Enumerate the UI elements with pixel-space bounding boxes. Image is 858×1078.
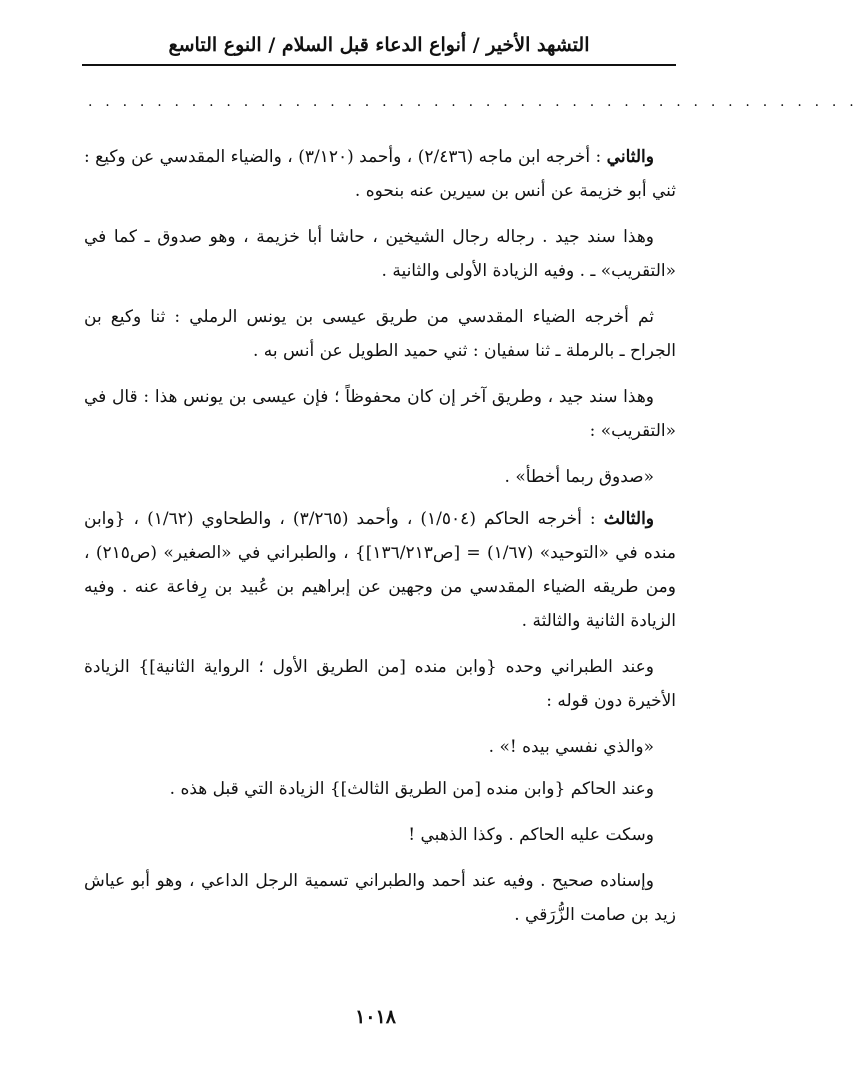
- page-number: ١٠١٨: [355, 1006, 396, 1028]
- paragraph: وعند الحاكم {وابن منده [من الطريق الثالث]} الزيادة التي قبل هذه .: [169, 779, 654, 799]
- paragraph-text: : أخرجه الحاكم (١/٥٠٤) ، وأحمد (٣/٢٦٥) ، والطحاوي (١/٦٢) ، {وابن منده في «التوحيد» (١/٦٧) = [ص١٣٦/٢١٣]} ، والطبراني في «الصغير» (ص٢١٥) ، ومن طريقه الضياء المقدسي من وجهين عن إبراهيم بن عُبيد بن رِفاعة عنه . وفيه الزيادة الثانية والثالثة .: [84, 509, 676, 631]
- page-body: [84, 140, 676, 944]
- header-rule: [82, 64, 676, 66]
- paragraph: ثم أخرجه الضياء المقدسي من طريق عيسى بن يونس الرملي : ثنا وكيع بن الجراح ـ بالرملة ـ ثنا سفيان : ثني حميد الطويل عن أنس به .: [84, 307, 676, 361]
- running-head: التشهد الأخير / أنواع الدعاء قبل السلام / النوع التاسع: [168, 34, 590, 56]
- paragraph-third-route: [84, 502, 676, 638]
- paragraph-lead: والثاني: [606, 147, 654, 167]
- paragraph-lead: والثالث: [603, 509, 654, 529]
- quotation: «صدوق ربما أخطأ» .: [504, 467, 654, 487]
- paragraph: وسكت عليه الحاكم . وكذا الذهبي !: [408, 825, 654, 845]
- paragraph: وهذا سند جيد ، وطريق آخر إن كان محفوظاً ؛ فإن عيسى بن يونس هذا : قال في «التقريب» :: [84, 387, 676, 441]
- paragraph-second-route: [84, 140, 676, 208]
- paragraph: وعند الطبراني وحده {وابن منده [من الطريق الأول ؛ الرواية الثانية]} الزيادة الأخيرة دون قوله :: [84, 657, 676, 711]
- paragraph-text: : أخرجه ابن ماجه (٢/٤٣٦) ، وأحمد (٣/١٢٠) ، والضياء المقدسي عن وكيع : ثني أبو خزيمة عن أنس بن سيرين عنه بنحوه .: [84, 147, 676, 201]
- paragraph: وإسناده صحيح . وفيه عند أحمد والطبراني تسمية الرجل الداعي ، وهو أبو عياش زيد بن صامت الزُّرَقي .: [84, 871, 676, 925]
- dotted-divider: . . . . . . . . . . . . . . . . . . . . . . . . . . . . . . . . . . . . . . . . . . . . .: [88, 94, 858, 110]
- quotation: «والذي نفسي بيده !» .: [488, 737, 654, 757]
- paragraph: وهذا سند جيد . رجاله رجال الشيخين ، حاشا أبا خزيمة ، وهو صدوق ـ كما في «التقريب» ـ . وفيه الزيادة الأولى والثانية .: [84, 227, 676, 281]
